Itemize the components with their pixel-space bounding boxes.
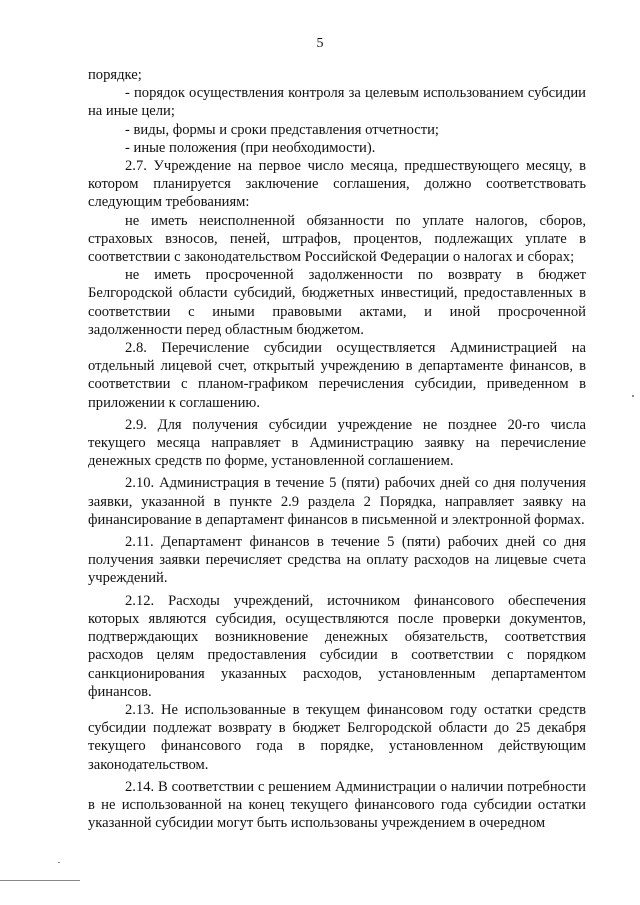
paragraph: 2.10. Администрация в течение 5 (пяти) рабочих дней со дня получения заявки, указанной в пункте 2.9 раздела 2 Порядка, направляет заявку на финансирование в департамент финансов в письменной и электронной формах. — [88, 475, 586, 528]
paragraph: - виды, формы и сроки представления отчетности; — [125, 121, 439, 138]
scan-artifact-dot — [58, 862, 60, 863]
paragraph: 2.7. Учреждение на первое число месяца, предшествующего месяцу, в котором планируется заключение соглашения, должно соответствовать следующим требованиям: — [88, 158, 586, 211]
paragraph: 2.14. В соответствии с решением Администрации о наличии потребности в не использованной на конец текущего финансового года субсидии остатки указанной субсидии могут быть использованы учреждением в очередном — [88, 778, 586, 832]
paragraph: порядке; — [88, 67, 142, 83]
paragraph: 2.8. Перечисление субсидии осуществляется Администрацией на отдельный лицевой счет, открытый учреждению в департаменте финансов, в соответствии с планом-графиком перечисления субсидии, приведенном в приложении к соглашению. — [88, 340, 586, 411]
paragraph: - иные положения (при необходимости). — [125, 139, 376, 156]
paragraph: не иметь неисполненной обязанности по уплате налогов, сборов, страховых взносов, пеней, штрафов, процентов, подлежащих уплате в соответствии с законодательством Российской Федерации о налогах и сборах; — [88, 212, 586, 266]
scan-artifact-line — [0, 880, 80, 881]
scan-artifact-dot — [632, 395, 634, 397]
body-text — [88, 66, 586, 832]
paragraph: 2.9. Для получения субсидии учреждение не позднее 20-го числа текущего месяца направляет в Администрацию заявку на перечисление денежных средств по форме, установленной соглашением. — [88, 416, 586, 470]
paragraph: 2.12. Расходы учреждений, источником финансового обеспечения которых являются субсидия, осуществляются после проверки документов, подтверждающих возникновение денежных обязательств, соответствия расходов целям предоставления субсидии в соответствии с порядком санкционирования указанных расходов, установленным департаментом финансов. — [88, 592, 586, 700]
paragraph: 2.13. Не использованные в текущем финансовом году остатки средств субсидии подлежат возврату в бюджет Белгородской области до 25 декабря текущего финансового года в порядке, установленном действующим законодательством. — [88, 701, 586, 773]
paragraph: 2.11. Департамент финансов в течение 5 (пяти) рабочих дней со дня получения заявки перечисляет средства на оплату расходов на лицевые счета учреждений. — [88, 534, 586, 587]
paragraph: - порядок осуществления контроля за целевым использованием субсидии на иные цели; — [88, 85, 586, 120]
paragraph: не иметь просроченной задолженности по возврату в бюджет Белгородской области субсидий, бюджетных инвестиций, предоставленных в соответствии с иными правовыми актами, и иной просроченной задолженности перед областным бюджетом. — [88, 267, 586, 338]
page-number: 5 — [316, 36, 324, 51]
